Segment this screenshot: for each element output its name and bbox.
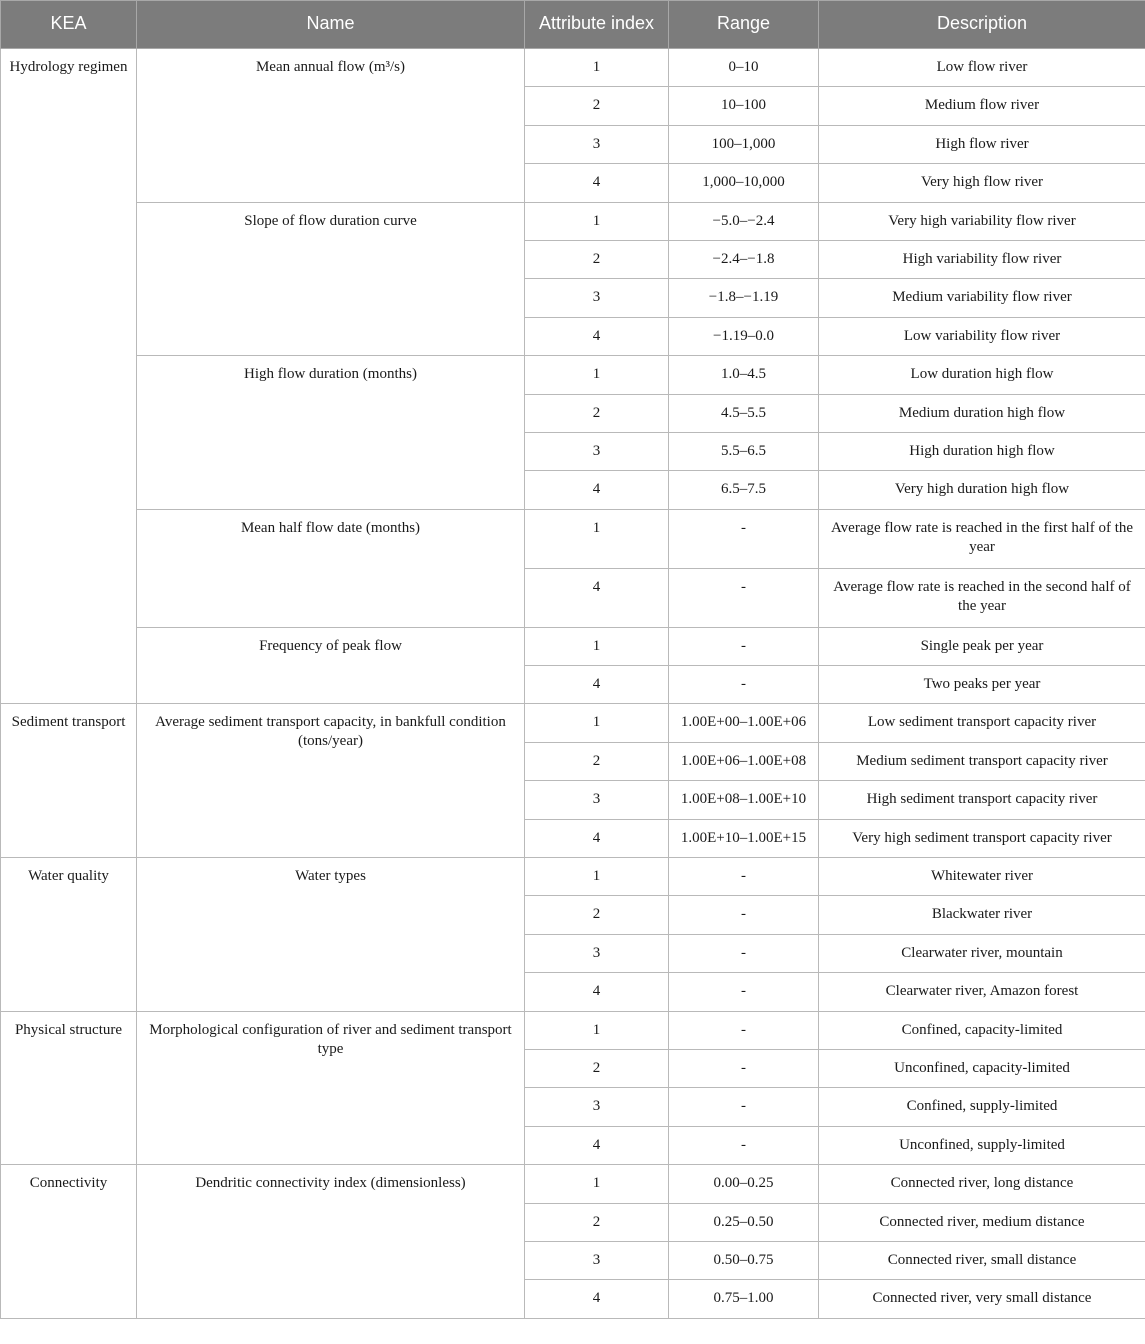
range-cell: 1.00E+10–1.00E+15 xyxy=(669,819,819,857)
table-row xyxy=(1,704,1145,742)
index-cell: 4 xyxy=(525,568,669,627)
description-cell: Very high sediment transport capacity river xyxy=(819,819,1145,857)
description-cell: Low flow river xyxy=(819,49,1145,87)
description-cell: Two peaks per year xyxy=(819,666,1145,704)
index-cell: 1 xyxy=(525,858,669,896)
name-cell: Dendritic connectivity index (dimensionless) xyxy=(137,1165,525,1319)
range-cell: 100–1,000 xyxy=(669,125,819,163)
range-cell: - xyxy=(669,509,819,568)
range-cell: 1.00E+06–1.00E+08 xyxy=(669,742,819,780)
range-cell: 1.0–4.5 xyxy=(669,356,819,394)
index-cell: 3 xyxy=(525,125,669,163)
index-cell: 1 xyxy=(525,202,669,240)
index-cell: 1 xyxy=(525,356,669,394)
index-cell: 3 xyxy=(525,934,669,972)
range-cell: - xyxy=(669,896,819,934)
description-cell: High variability flow river xyxy=(819,240,1145,278)
description-cell: Unconfined, supply-limited xyxy=(819,1126,1145,1164)
index-cell: 3 xyxy=(525,1241,669,1279)
range-cell: - xyxy=(669,568,819,627)
range-cell: −1.8–−1.19 xyxy=(669,279,819,317)
description-cell: High flow river xyxy=(819,125,1145,163)
range-cell: 0.75–1.00 xyxy=(669,1280,819,1318)
description-cell: Connected river, long distance xyxy=(819,1165,1145,1203)
description-cell: Connected river, very small distance xyxy=(819,1280,1145,1318)
kea-cell: Physical structure xyxy=(1,1011,137,1165)
index-cell: 2 xyxy=(525,1203,669,1241)
name-cell: Morphological configuration of river and sediment transport type xyxy=(137,1011,525,1165)
table-row xyxy=(1,356,1145,394)
description-cell: Medium sediment transport capacity river xyxy=(819,742,1145,780)
range-cell: - xyxy=(669,666,819,704)
range-cell: - xyxy=(669,858,819,896)
index-cell: 4 xyxy=(525,973,669,1011)
description-cell: Average flow rate is reached in the second half of the year xyxy=(819,568,1145,627)
range-cell: 6.5–7.5 xyxy=(669,471,819,509)
index-cell: 4 xyxy=(525,1126,669,1164)
index-cell: 1 xyxy=(525,1165,669,1203)
index-cell: 1 xyxy=(525,49,669,87)
description-cell: Single peak per year xyxy=(819,627,1145,665)
header-attribute-index: Attribute index xyxy=(525,1,669,49)
index-cell: 4 xyxy=(525,164,669,202)
description-cell: Whitewater river xyxy=(819,858,1145,896)
range-cell: 0.25–0.50 xyxy=(669,1203,819,1241)
kea-cell: Hydrology regimen xyxy=(1,49,137,704)
description-cell: Low duration high flow xyxy=(819,356,1145,394)
header-range: Range xyxy=(669,1,819,49)
index-cell: 2 xyxy=(525,240,669,278)
index-cell: 4 xyxy=(525,819,669,857)
range-cell: - xyxy=(669,1088,819,1126)
description-cell: Unconfined, capacity-limited xyxy=(819,1049,1145,1087)
description-cell: Medium duration high flow xyxy=(819,394,1145,432)
index-cell: 4 xyxy=(525,471,669,509)
range-cell: - xyxy=(669,934,819,972)
index-cell: 2 xyxy=(525,87,669,125)
index-cell: 2 xyxy=(525,394,669,432)
description-cell: Low sediment transport capacity river xyxy=(819,704,1145,742)
index-cell: 1 xyxy=(525,509,669,568)
name-cell: Mean half flow date (months) xyxy=(137,509,525,627)
table-row xyxy=(1,202,1145,240)
table-row xyxy=(1,858,1145,896)
name-cell: Frequency of peak flow xyxy=(137,627,525,704)
description-cell: Blackwater river xyxy=(819,896,1145,934)
index-cell: 2 xyxy=(525,742,669,780)
kea-cell: Sediment transport xyxy=(1,704,137,858)
description-cell: Average flow rate is reached in the first half of the year xyxy=(819,509,1145,568)
table-row xyxy=(1,1165,1145,1203)
range-cell: - xyxy=(669,1049,819,1087)
kea-cell: Water quality xyxy=(1,858,137,1012)
description-cell: Very high flow river xyxy=(819,164,1145,202)
header-kea: KEA xyxy=(1,1,137,49)
range-cell: - xyxy=(669,973,819,1011)
index-cell: 3 xyxy=(525,781,669,819)
description-cell: Connected river, medium distance xyxy=(819,1203,1145,1241)
range-cell: −2.4–−1.8 xyxy=(669,240,819,278)
table-row xyxy=(1,509,1145,568)
name-cell: Average sediment transport capacity, in bankfull condition (tons/year) xyxy=(137,704,525,858)
index-cell: 3 xyxy=(525,279,669,317)
range-cell: 0.50–0.75 xyxy=(669,1241,819,1279)
range-cell: −1.19–0.0 xyxy=(669,317,819,355)
name-cell: Mean annual flow (m³/s) xyxy=(137,49,525,203)
description-cell: Very high variability flow river xyxy=(819,202,1145,240)
range-cell: - xyxy=(669,1011,819,1049)
description-cell: High sediment transport capacity river xyxy=(819,781,1145,819)
description-cell: Clearwater river, mountain xyxy=(819,934,1145,972)
description-cell: Confined, capacity-limited xyxy=(819,1011,1145,1049)
range-cell: 4.5–5.5 xyxy=(669,394,819,432)
name-cell: Slope of flow duration curve xyxy=(137,202,525,356)
index-cell: 4 xyxy=(525,666,669,704)
index-cell: 2 xyxy=(525,896,669,934)
range-cell: - xyxy=(669,627,819,665)
range-cell: 1.00E+08–1.00E+10 xyxy=(669,781,819,819)
range-cell: 1.00E+00–1.00E+06 xyxy=(669,704,819,742)
index-cell: 1 xyxy=(525,1011,669,1049)
name-cell: High flow duration (months) xyxy=(137,356,525,510)
table-row xyxy=(1,627,1145,665)
description-cell: Low variability flow river xyxy=(819,317,1145,355)
range-cell: 0–10 xyxy=(669,49,819,87)
description-cell: Clearwater river, Amazon forest xyxy=(819,973,1145,1011)
index-cell: 3 xyxy=(525,1088,669,1126)
description-cell: Connected river, small distance xyxy=(819,1241,1145,1279)
header-name: Name xyxy=(137,1,525,49)
range-cell: −5.0–−2.4 xyxy=(669,202,819,240)
index-cell: 3 xyxy=(525,432,669,470)
index-cell: 1 xyxy=(525,704,669,742)
table-row xyxy=(1,49,1145,87)
description-cell: Confined, supply-limited xyxy=(819,1088,1145,1126)
description-cell: Very high duration high flow xyxy=(819,471,1145,509)
range-cell: - xyxy=(669,1126,819,1164)
index-cell: 2 xyxy=(525,1049,669,1087)
index-cell: 1 xyxy=(525,627,669,665)
description-cell: High duration high flow xyxy=(819,432,1145,470)
index-cell: 4 xyxy=(525,317,669,355)
name-cell: Water types xyxy=(137,858,525,1012)
table-header-row xyxy=(1,1,1145,49)
range-cell: 5.5–6.5 xyxy=(669,432,819,470)
index-cell: 4 xyxy=(525,1280,669,1318)
range-cell: 0.00–0.25 xyxy=(669,1165,819,1203)
kea-cell: Connectivity xyxy=(1,1165,137,1319)
table-row xyxy=(1,1011,1145,1049)
range-cell: 10–100 xyxy=(669,87,819,125)
range-cell: 1,000–10,000 xyxy=(669,164,819,202)
description-cell: Medium variability flow river xyxy=(819,279,1145,317)
header-description: Description xyxy=(819,1,1145,49)
description-cell: Medium flow river xyxy=(819,87,1145,125)
